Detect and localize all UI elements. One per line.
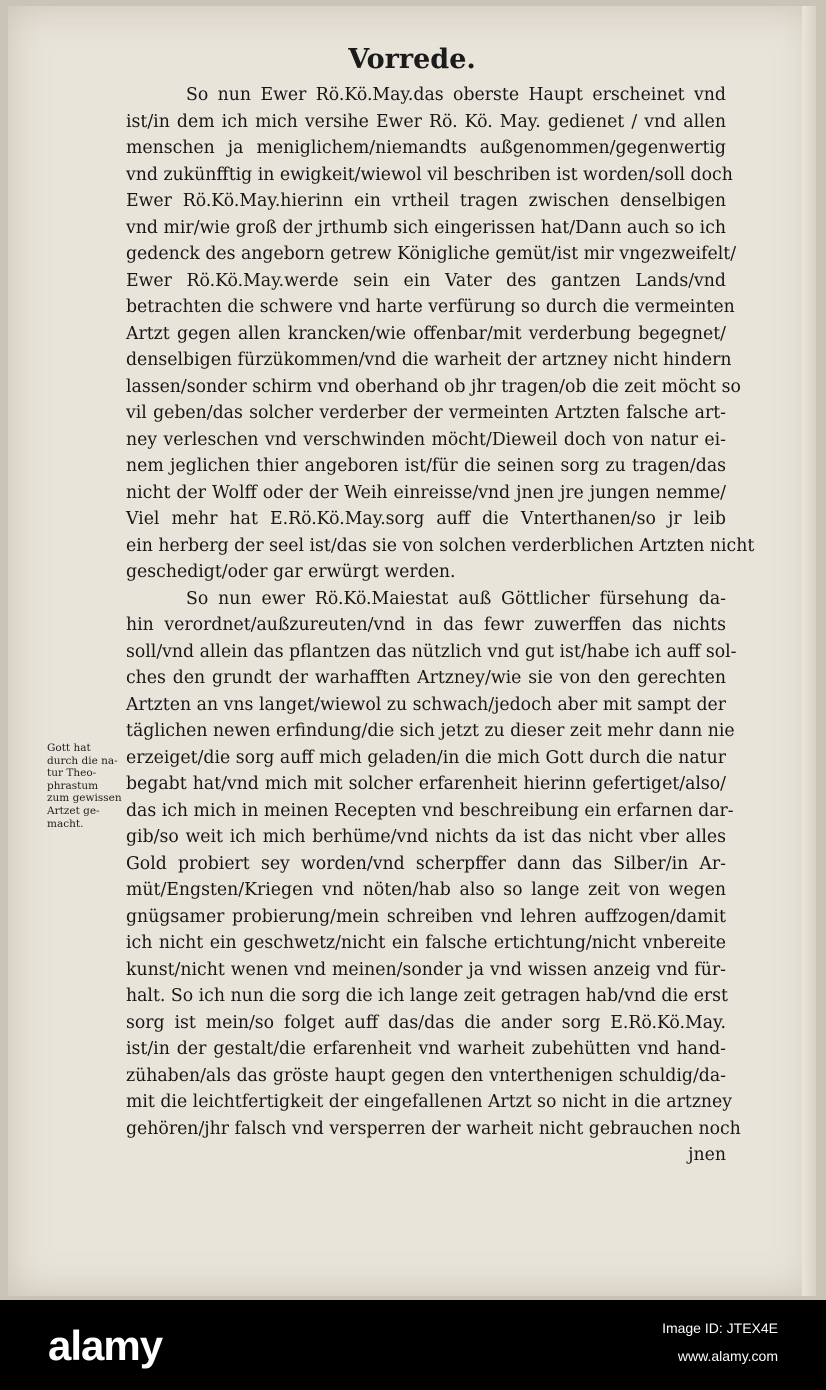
text-line: hin verordnet/außzureuten/vnd in das fewr zuwerffen das nichts	[126, 615, 726, 635]
page-edge	[802, 6, 816, 1296]
text-line: Artzten an vns langet/wiewol zu schwach/jedoch aber mit sampt der	[126, 694, 726, 715]
text-line: erzeiget/die sorg auff mich geladen/in die mich Gott durch die natur	[126, 747, 726, 768]
text-line: mit die leichtfertigkeit der eingefallenen Artzt so nicht in die artzney	[126, 1092, 733, 1112]
marginal-note-line: tur Theo-	[47, 767, 97, 780]
marginal-note-line: Artzet ge-	[47, 804, 100, 817]
marginal-note-line: macht.	[47, 817, 84, 830]
text-line: müt/Engsten/Kriegen vnd nöten/hab also so lange zeit von wegen	[126, 880, 726, 900]
text-line: ney verleschen vnd verschwinden möcht/Dieweil doch von natur ei-	[126, 429, 726, 450]
text-line: halt. So ich nun die sorg die ich lange zeit getragen hab/vnd die erst	[126, 986, 729, 1006]
text-line: nicht der Wolff oder der Weih einreisse/vnd jnen jre jungen nemme/	[126, 482, 726, 503]
marginal-note	[47, 742, 127, 830]
watermark-footer	[0, 1300, 826, 1390]
text-line: vnd zukünfftig in ewigkeit/wiewol vil beschriben ist worden/soll doch	[126, 164, 733, 185]
text-line: sorg ist mein/so folget auff das/das die ander sorg E.Rö.Kö.May.	[126, 1012, 726, 1033]
image-id-text: Image ID: JTEX4E	[662, 1320, 778, 1336]
text-line: Ewer Rö.Kö.May.hierinn ein vrtheil tragen zwischen denselbigen	[126, 191, 726, 211]
marginal-note-line: zum gewissen	[47, 792, 122, 805]
text-line: täglichen newen erfindung/die sich jetzt zu dieser zeit mehr dann nie	[126, 721, 735, 741]
site-url: www.alamy.com	[677, 1348, 778, 1364]
text-line: begabt hat/vnd mich mit solcher erfarenheit hierinn gefertiget/also/	[126, 774, 726, 794]
text-line: betrachten die schwere vnd harte verfürung so durch die vermeinten	[126, 297, 735, 317]
text-line: Artzt gegen allen krancken/wie offenbar/mit verderbung begegnet/	[126, 323, 726, 344]
marginal-note-line: Gott hat	[47, 742, 91, 754]
text-line: jnen	[688, 1145, 726, 1165]
text-line: gehören/jhr falsch vnd versperren der warheit nicht gebrauchen noch	[126, 1118, 741, 1139]
body-text	[126, 82, 755, 1169]
text-line: So nun Ewer Rö.Kö.May.das oberste Haupt erscheinet vnd	[186, 85, 726, 105]
text-line: geschedigt/oder gar erwürgt werden.	[126, 562, 456, 582]
text-line: gib/so weit ich mich berhüme/vnd nichts da ist das nicht vber alles	[126, 827, 726, 847]
text-line: ist/in der gestalt/die erfarenheit vnd warheit zubehütten vnd hand-	[126, 1039, 726, 1059]
text-line: ich nicht ein geschwetz/nicht ein falsche ertichtung/nicht vnbereite	[126, 933, 726, 953]
text-line: gnügsamer probierung/mein schreiben vnd lehren auffzogen/damit	[126, 906, 726, 927]
text-line: Gold probiert sey worden/vnd scherpffer dann das Silber/in Ar-	[126, 853, 726, 874]
text-line: zühaben/als das gröste haupt gegen den vnterthenigen schuldig/da-	[126, 1065, 726, 1086]
text-line: denselbigen fürzükommen/vnd die warheit der artzney nicht hindern	[126, 350, 732, 370]
page-heading: Vorrede.	[348, 44, 476, 75]
text-line: nem jeglichen thier angeboren ist/für die seinen sorg zu tragen/das	[126, 456, 726, 476]
text-line: Viel mehr hat E.Rö.Kö.May.sorg auff die Vnterthanen/so jr leib	[126, 509, 726, 529]
text-line: kunst/nicht wenen vnd meinen/sonder ja vnd wissen anzeig vnd für-	[126, 959, 726, 980]
book-page	[8, 6, 816, 1296]
text-line: gedenck des angeborn getrew Königliche gemüt/ist mir vngezweifelt/	[126, 244, 737, 264]
marginal-note-line: durch die na-	[47, 754, 118, 767]
text-line: lassen/sonder schirm vnd oberhand ob jhr tragen/ob die zeit möcht so	[126, 376, 741, 397]
text-line: vnd mir/wie groß der jrthumb sich eingerissen hat/Dann auch so ich	[126, 217, 726, 238]
brand-logo: alamy	[48, 1322, 163, 1369]
text-line: So nun ewer Rö.Kö.Maiestat auß Göttlicher fürsehung da-	[186, 588, 726, 609]
text-line: vil geben/das solcher verderber der vermeinten Artzten falsche art-	[126, 403, 726, 423]
text-line: Ewer Rö.Kö.May.werde sein ein Vater des gantzen Lands/vnd	[126, 270, 726, 291]
text-line: ches den grundt der warhafften Artzney/wie sie von den gerechten	[126, 668, 726, 688]
text-line: ein herberg der seel ist/das sie von solchen verderblichen Artzten nicht	[126, 535, 755, 556]
text-line: menschen ja meniglichem/niemandts außgenommen/gegenwertig	[126, 138, 726, 158]
marginal-note-line: phrastum	[47, 779, 99, 792]
text-line: das ich mich in meinen Recepten vnd beschreibung ein erfarnen dar-	[126, 800, 734, 821]
text-line: soll/vnd allein das pflantzen das nützlich vnd gut ist/habe ich auff sol-	[126, 641, 737, 662]
text-line: ist/in dem ich mich versihe Ewer Rö. Kö. May. gedienet / vnd allen	[126, 111, 726, 132]
